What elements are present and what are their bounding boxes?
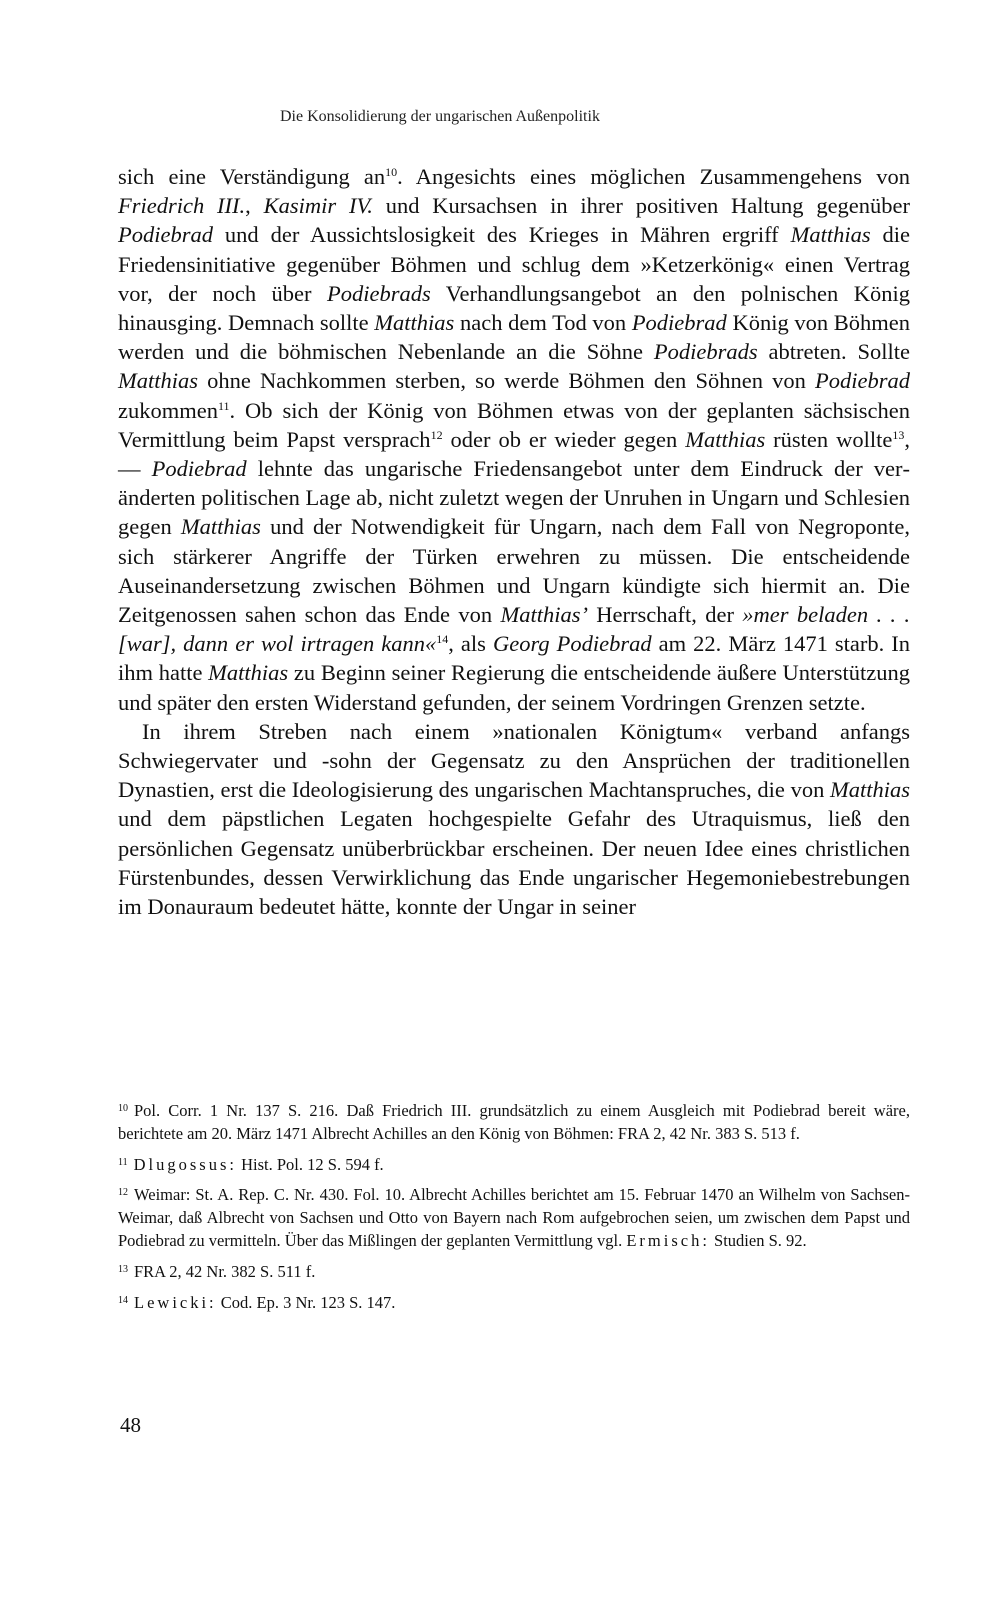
running-head: Die Konsolidierung der ungarischen Außenpolitik bbox=[280, 108, 600, 125]
footnote-11: $^{11}$ Dlugossus: Hist. Pol. 12 S. 594 f. bbox=[118, 1154, 384, 1174]
footnote-ref-12[interactable]: 12 bbox=[430, 427, 443, 442]
footnote-ref-11[interactable]: 11 bbox=[217, 398, 230, 413]
footnote-14: $^{14}$ Lewicki: Cod. Ep. 3 Nr. 123 S. 147. bbox=[118, 1292, 396, 1312]
paragraph-1: sich eine Verständigung an$^{10}$. Angesichts eines möglichen Zusammengehens von Friedrich III., Kasimir IV. und Kursachsen in ihrer positiven Haltung gegenüber Podiebrad und der Aussichtslosigkeit des Krieges in Mähren ergriff Matthias die Friedensinitiative gegenüber Böhmen und schlug dem »Ketzerkönig« einen Vertrag vor, der noch über Podiebrads Verhandlungsangebot an den polnischen König hinausging. Demnach sollte Matthias nach dem Tod von Podiebrad König von Böhmen werden und die böhmischen Nebenlande an die Söhne Podiebrads abtreten. Sollte Matthias ohne Nachkommen sterben, so werde Böhmen den Söhnen von Podiebrad zukommen$^{11}$. Ob sich der König von Böhmen etwas von der geplanten sächsischen Vermittlung beim Papst versprach$^{12}$ oder ob er wieder gegen Matthias rüsten wollte$^{13}$, — Podiebrad lehnte das ungarische Friedensangebot unter dem Eindruck der veränderten politischen Lage ab, nicht zuletzt wegen der Unruhen in Ungarn und Schlesien gegen Matthias und der Notwendigkeit für Ungarn, nach dem Fall von Negroponte, sich stärkerer Angriffe der Türken erwehren zu müssen. Die entscheidende Auseinandersetzung zwischen Böhmen und Ungarn kündigte sich hiermit an. Die Zeitgenossen sahen schon das Ende von Matthias’ Herrschaft, der »mer beladen . . . [war], dann er wol irtragen kann«$^{14}$, als Georg Podiebrad am 22. März 1471 starb. In ihm hatte Matthias zu Beginn seiner Regierung die entscheidende äußere Unterstützung und später den ersten Widerstand gefunden, der seinem Vordringen Grenzen setzte. bbox=[118, 164, 911, 715]
footnotes bbox=[118, 1098, 910, 1320]
quotation: »mer beladen . . . [war], dann er wol irtragen kann« bbox=[118, 602, 910, 657]
main-text bbox=[118, 162, 910, 921]
paragraph-2: In ihrem Streben nach einem »nationalen Königtum« verband anfangs Schwiegervater und -sohn der Gegensatz zu den Ansprüchen der traditionellen Dynastien, erst die Ideologisierung des ungarischen Machtanspruches, die von Matthias und dem päpstlichen Legaten hochgespielte Gefahr des Utraquismus, ließ den persönlichen Gegensatz unüberbrückbar erscheinen. Der neuen Idee eines christlichen Fürstenbundes, dessen Verwirklichung das Ende ungarischer Hegemoniebestrebungen im Donauraum bedeutet hätte, konnte der Ungar in seiner bbox=[118, 718, 910, 920]
footnote-10: $^{10}$ Pol. Corr. 1 Nr. 137 S. 216. Daß Friedrich III. grundsätzlich zu einem Ausgleich mit Podiebrad bereit wäre, berichtete am 20. März 1471 Albrecht Achilles an den König von Böhmen: FRA 2, 42 Nr. 383 S. 513 f. bbox=[118, 1101, 910, 1143]
footnote-12: $^{12}$ Weimar: St. A. Rep. C. Nr. 430. Fol. 10. Albrecht Achilles berichtet am 15. Februar 1470 an Wilhelm von Sachsen-Weimar, daß Albrecht von Sachsen und Otto von Bayern nach Rom aufgebrochen seien, um zwischen dem Papst und Podiebrad zu vermitteln. Über das Mißlingen der geplanten Vermittlung vgl. Ermisch: Studien S. 92. bbox=[118, 1185, 910, 1250]
footnote-ref-13[interactable]: 13 bbox=[892, 427, 905, 442]
footnote-ref-10[interactable]: 10 bbox=[385, 165, 398, 179]
footnote-13: $^{13}$ FRA 2, 42 Nr. 382 S. 511 f. bbox=[118, 1261, 316, 1281]
footnote-ref-14[interactable]: 14 bbox=[436, 632, 449, 647]
page-number: 48 bbox=[120, 1413, 141, 1437]
